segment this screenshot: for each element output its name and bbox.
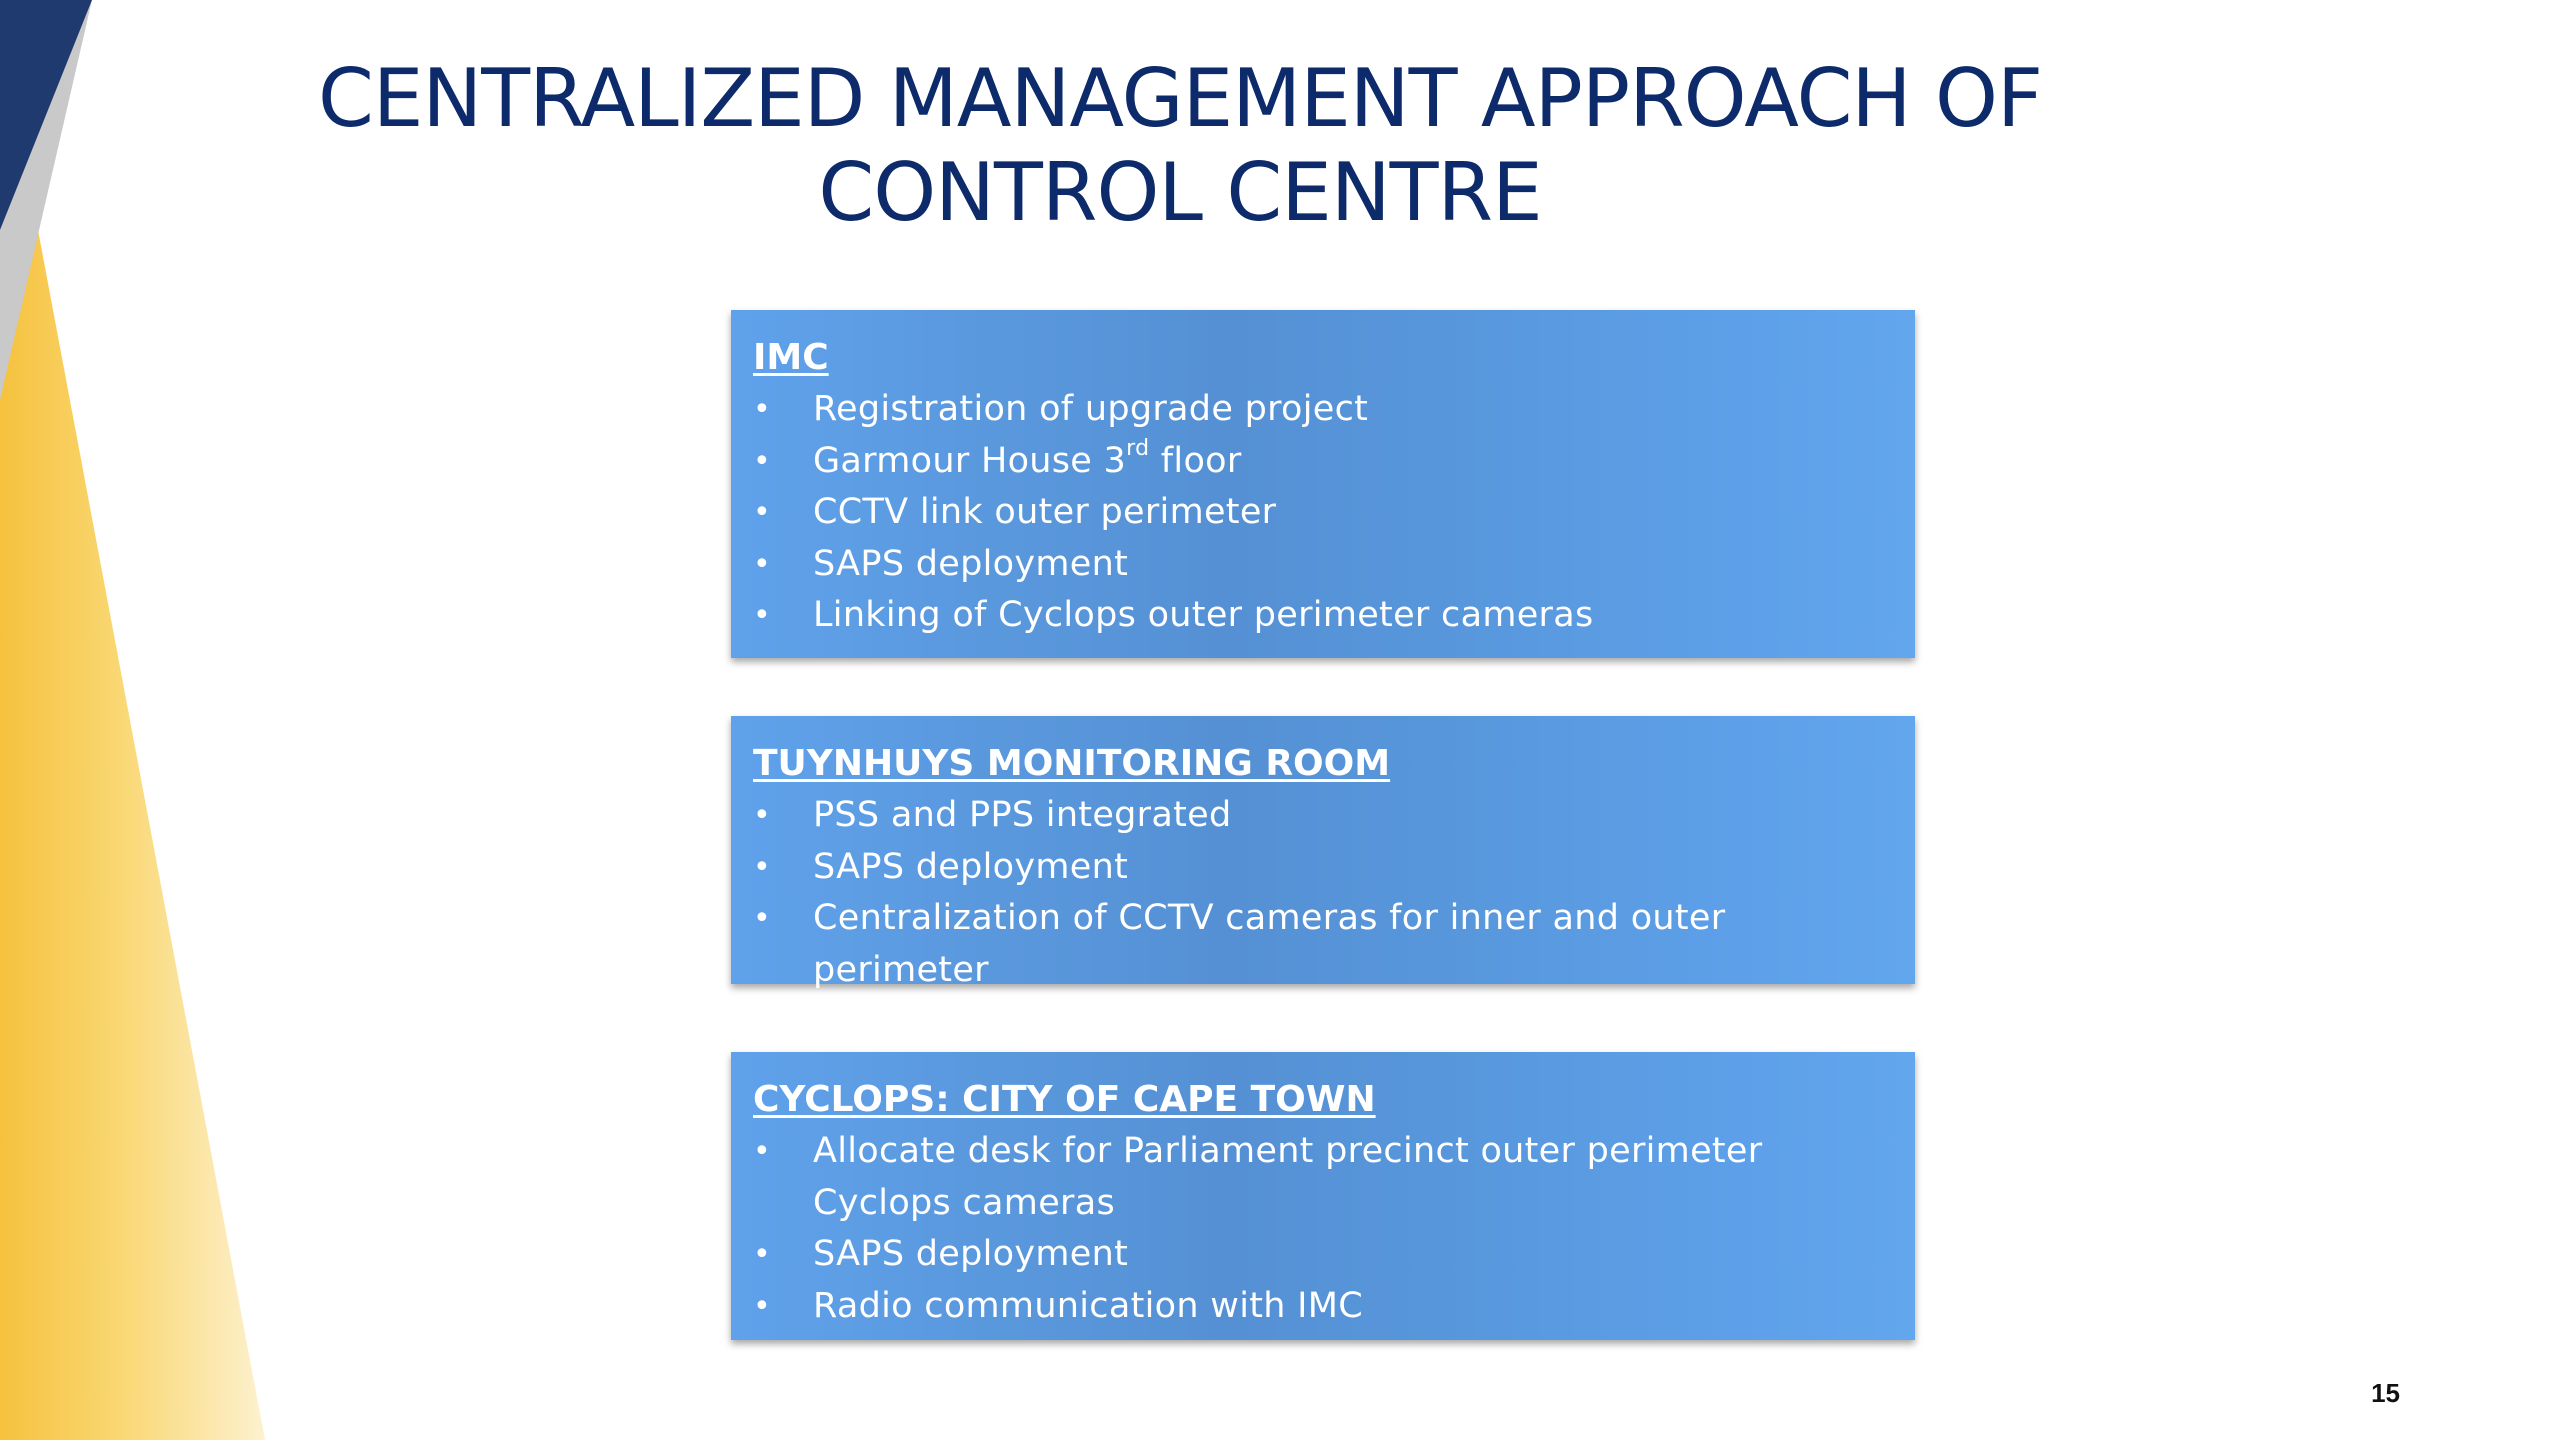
gold-wedge-shape [0,230,265,1440]
slide-title-line-1: CENTRALIZED MANAGEMENT APPROACH OF [317,52,2042,145]
list-item-text: SAPS deployment [813,846,1129,887]
bullet-icon: • [753,1288,771,1324]
list-item [753,842,1893,894]
panel-cyclops-city-of-cape-town [731,1052,1915,1340]
bullet-icon: • [753,598,771,633]
slide-title [140,52,2220,240]
list-item [753,893,1893,996]
page-number: 15 [2371,1378,2400,1408]
list-item [753,384,1893,436]
list-item-text-pre: Garmour House 3 [813,440,1127,481]
bullet-icon: • [753,798,771,833]
list-item-text: PSS and PPS integrated [813,795,1232,835]
list-item-text: SAPS deployment [813,543,1129,584]
list-item [753,1229,1893,1281]
list-item-text: Registration of upgrade project [813,389,1369,429]
bullet-icon: • [753,392,771,427]
list-item-text: CCTV link outer perimeter [813,492,1277,532]
bullet-icon: • [753,443,771,479]
panel-imc [731,310,1915,658]
bullet-icon: • [753,546,771,582]
ordinal-superscript: rd [1126,435,1150,461]
list-item-text: Allocate desk for Parliament precinct outer perimeter Cyclops cameras [813,1131,1763,1223]
bullet-icon: • [753,901,771,936]
panel-heading: CYCLOPS: CITY OF CAPE TOWN [753,1079,1376,1120]
bullet-list [753,790,1893,996]
bullet-icon: • [753,1237,771,1272]
list-item [753,487,1893,539]
bullet-list [753,1126,1893,1332]
panel-heading: IMC [753,337,829,378]
list-item [753,790,1893,842]
bullet-icon: • [753,1134,771,1169]
list-item-text: Centralization of CCTV cameras for inner and outer perimeter [813,898,1726,990]
bullet-list [753,384,1893,642]
list-item [753,436,1893,488]
list-item [753,1126,1893,1229]
list-item-text [813,435,1242,481]
list-item [753,1281,1893,1333]
list-item-text: SAPS deployment [813,1234,1129,1274]
bullet-icon: • [753,849,771,885]
bullet-icon: • [753,495,771,530]
list-item-text-post: floor [1149,440,1242,481]
panel-tuynhuys-monitoring-room [731,716,1915,990]
panel-heading: TUYNHUYS MONITORING ROOM [753,743,1391,784]
list-item [753,539,1893,591]
list-item [753,590,1893,642]
slide-title-line-2: CONTROL CENTRE [818,146,1542,239]
list-item-text: Radio communication with IMC [813,1285,1364,1326]
list-item-text: Linking of Cyclops outer perimeter cameras [813,595,1594,635]
